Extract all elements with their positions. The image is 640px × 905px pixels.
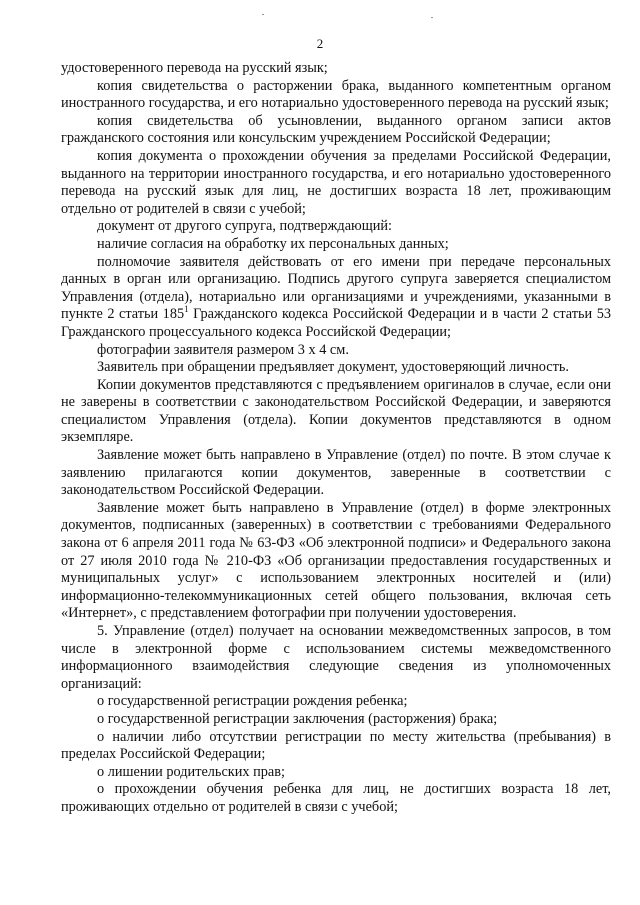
paragraph: копия свидетельства об усыновлении, выданного органом записи актов гражданского состояния или консульским учреждением Российской Федерации; — [61, 112, 611, 147]
paragraph — [61, 254, 611, 342]
paragraph: копия документа о прохождении обучения за пределами Российской Федерации, выданного на территории иностранного государства, и его нотариально удостоверенного перевода на русский язык для лиц, не достигших возраста 18 лет, проживающим отдельно от родителей в связи с учебой; — [61, 147, 611, 217]
superscript: 1 — [184, 304, 189, 315]
paragraph: Заявление может быть направлено в Управление (отдел) в форме электронных документов, подписанных (заверенных) в соответствии с требованиями Федерального закона от 6 апреля 2011 года № 63-ФЗ «Об электронной подписи» и Федерального закона от 27 июля 2010 года № 210-ФЗ «Об организации предоставления государственных и муниципальных услуг» с использованием электронных носителей и (или) информационно-телекоммуникационных сетей общего пользования, включая сеть «Интернет», с представлением фотографии при получении удостоверения. — [61, 499, 611, 622]
paragraph: наличие согласия на обработку их персональных данных; — [97, 235, 449, 252]
scan-speck — [431, 17, 433, 18]
list-item: о наличии либо отсутствии регистрации по месту жительства (пребывания) в пределах Российской Федерации; — [61, 728, 611, 763]
paragraph: документ от другого супруга, подтверждающий: — [97, 218, 392, 235]
list-item: о лишении родительских прав; — [97, 763, 285, 780]
page-number: 2 — [316, 36, 324, 51]
paragraph: удостоверенного перевода на русский язык; — [61, 60, 328, 76]
paragraph: копия свидетельства о расторжении брака, выданного компетентным органом иностранного государства, и его нотариально удостоверенного перевода на русский язык; — [61, 77, 611, 112]
paragraph: 5. Управление (отдел) получает на основании межведомственных запросов, в том числе в электронной форме с использованием системы межведомственного информационного взаимодействия следующие сведения из уполномоченных организаций: — [61, 623, 611, 692]
paragraph: Заявление может быть направлено в Управление (отдел) по почте. В этом случае к заявлению прилагаются копии документов, заверенные в соответствии с законодательством Российской Федерации. — [61, 447, 611, 499]
list-item: о государственной регистрации заключения (расторжения) брака; — [97, 710, 498, 727]
document-body — [61, 60, 611, 817]
text-run: Гражданского кодекса Российской Федерации и в части 2 статьи 53 Гражданского процессуального кодекса Российской Федерации; — [61, 306, 612, 340]
list-item: о государственной регистрации рождения ребенка; — [97, 693, 408, 710]
paragraph: Заявитель при обращении предъявляет документ, удостоверяющий личность. — [97, 359, 569, 376]
paragraph: фотографии заявителя размером 3 х 4 см. — [97, 341, 349, 358]
paragraph: Копии документов представляются с предъявлением оригиналов в случае, если они не заверены в соответствии с законодательством Российской Федерации, и заверяются специалистом Управления (отдела). Копии документов представляются в одном экземпляре. — [61, 376, 611, 446]
text-run: полномочие заявителя действовать от его имени при передаче персональных данных в орган или организацию. Подпись другого супруга заверяется специалистом Управления (отдела), нотариально или организациями и учреждениями, указанными в пункте 2 статьи 185 — [61, 253, 611, 323]
scan-speck — [262, 14, 264, 15]
list-item: о прохождении обучения ребенка для лиц, не достигших возраста 18 лет, проживающих отдельно от родителей в связи с учебой; — [61, 781, 611, 815]
